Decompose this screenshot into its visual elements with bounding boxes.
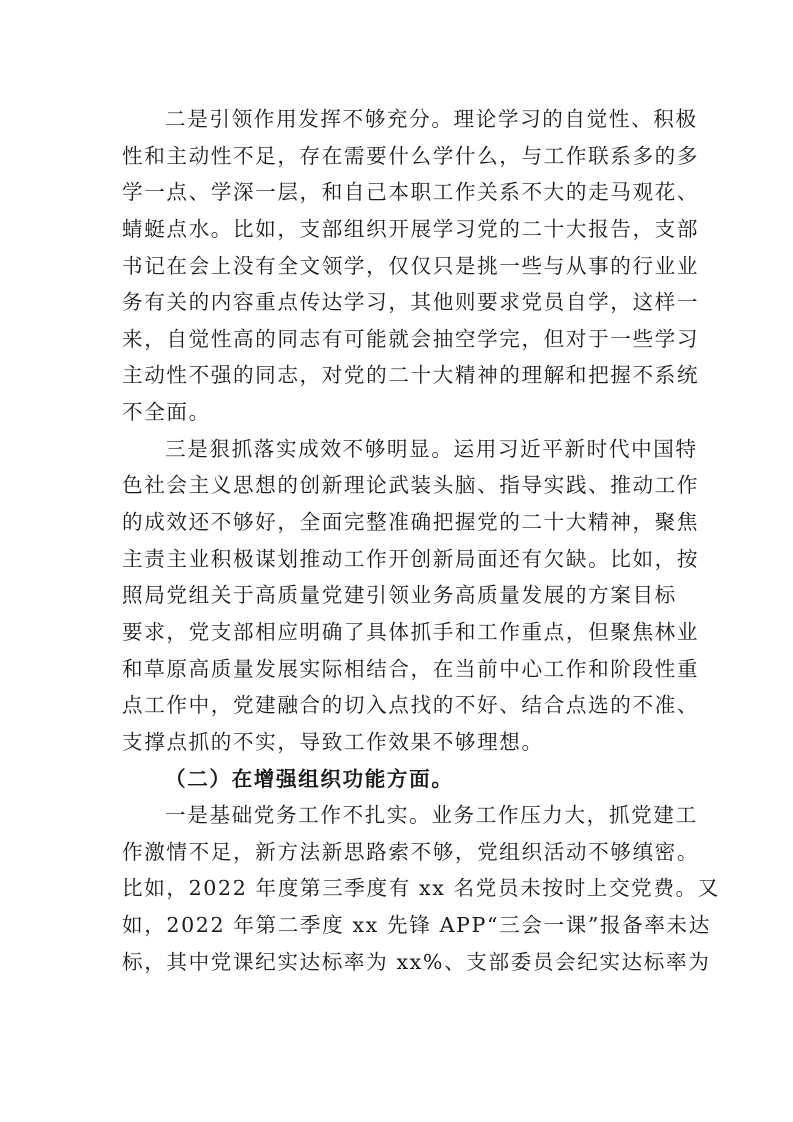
text-line: 务有关的内容重点传达学习，其他则要求党员自学，这样一 bbox=[122, 290, 700, 315]
text-line: 三是狠抓落实成效不够明显。运用习近平新时代中国特 bbox=[165, 436, 698, 461]
paragraph-implementation-results bbox=[122, 431, 700, 761]
section-heading bbox=[122, 761, 671, 798]
text-line: 点工作中，党建融合的切入点找的不好、结合点选的不准、 bbox=[122, 693, 700, 718]
text-line: 一是基础党务工作不扎实。业务工作压力大，抓党建工 bbox=[165, 803, 698, 828]
text-line: 性和主动性不足，存在需要什么学什么，与工作联系多的多 bbox=[122, 143, 700, 168]
text-line: 蜻蜓点水。比如，支部组织开展学习党的二十大报告，支部 bbox=[122, 216, 700, 241]
text-line: 的成效还不够好，全面完整准确把握党的二十大精神，聚焦 bbox=[122, 510, 700, 535]
text-line: 作激情不足，新方法新思路索不够，党组织活动不够缜密。 bbox=[122, 839, 700, 864]
text-line: 书记在会上没有全文领学，仅仅只是挑一些与从事的行业业 bbox=[122, 253, 700, 278]
text-line: 支撑点抓的不实，导致工作效果不够理想。 bbox=[122, 729, 544, 754]
section-heading-text: （二）在增强组织功能方面。 bbox=[165, 766, 454, 791]
text-line: 不全面。 bbox=[122, 400, 211, 425]
text-line: 如，2022 年第二季度 xx 先锋 APP“三会一课”报备率未达 bbox=[122, 913, 711, 938]
paragraph-leadership-role bbox=[122, 101, 700, 431]
paragraph-basic-party-affairs bbox=[122, 797, 720, 980]
text-line: 照局党组关于高质量党建引领业务高质量发展的方案目标 bbox=[122, 583, 677, 608]
text-line: 和草原高质量发展实际相结合，在当前中心工作和阶段性重 bbox=[122, 656, 700, 681]
text-line: 标，其中党课纪实达标率为 xx%、支部委员会纪实达标率为 bbox=[122, 949, 711, 974]
text-line: 主责主业积极谋划推动工作开创新局面还有欠缺。比如，按 bbox=[122, 546, 700, 571]
text-line: 二是引领作用发挥不够充分。理论学习的自觉性、积极 bbox=[165, 107, 698, 131]
text-line: 色社会主义思想的创新理论武装头脑、指导实践、推动工作 bbox=[122, 473, 700, 498]
text-line: 要求，党支部相应明确了具体抓手和工作重点，但聚焦林业 bbox=[122, 619, 700, 644]
text-line: 主动性不强的同志，对党的二十大精神的理解和把握不系统 bbox=[122, 363, 700, 388]
document-page bbox=[122, 101, 720, 980]
text-line: 来，自觉性高的同志有可能就会抽空学完，但对于一些学习 bbox=[122, 326, 700, 351]
text-line: 比如，2022 年度第三季度有 xx 名党员未按时上交党费。又 bbox=[122, 876, 720, 901]
text-line: 学一点、学深一层，和自己本职工作关系不大的走马观花、 bbox=[122, 180, 700, 205]
